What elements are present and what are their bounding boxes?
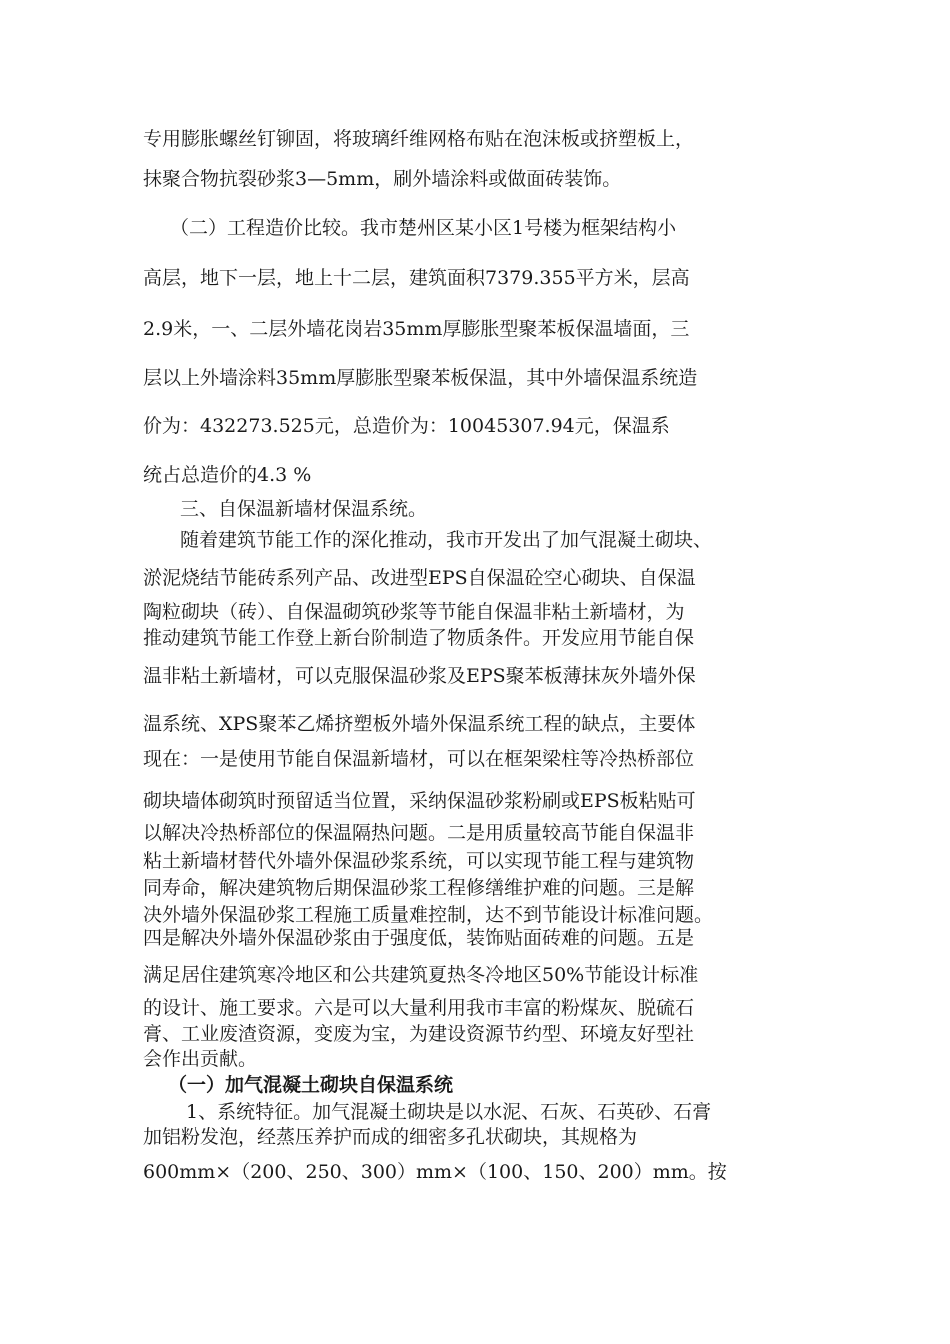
text-line: 四是解决外墙外保温砂浆由于强度低，装饰贴面砖难的问题。五是 <box>143 927 695 949</box>
text-line: 抹聚合物抗裂砂浆3—5mm，刷外墙涂料或做面砖装饰。 <box>143 168 622 190</box>
text-line: 现在：一是使用节能自保温新墙材，可以在框架梁柱等冷热桥部位 <box>143 748 695 770</box>
text-line: 温非粘土新墙材，可以克服保温砂浆及EPS聚苯板薄抹灰外墙外保 <box>143 665 696 687</box>
text-line: （二）工程造价比较。我市楚州区某小区1号楼为框架结构小 <box>170 217 677 239</box>
text-line: 统占总造价的4.3 % <box>143 464 312 486</box>
text-line: 的设计、施工要求。六是可以大量利用我市丰富的粉煤灰、脱硫石 <box>143 997 695 1019</box>
text-line: 决外墙外保温砂浆工程施工质量难控制，达不到节能设计标准问题。 <box>143 904 714 926</box>
text-line: 随着建筑节能工作的深化推动，我市开发出了加气混凝土砌块、 <box>180 529 713 551</box>
text-line: 推动建筑节能工作登上新台阶制造了物质条件。开发应用节能自保 <box>143 627 695 649</box>
section-heading: 三、自保温新墙材保温系统。 <box>180 498 428 520</box>
text-line: 层以上外墙涂料35mm厚膨胀型聚苯板保温，其中外墙保温系统造 <box>143 367 698 389</box>
text-line: 满足居住建筑寒冷地区和公共建筑夏热冬冷地区50%节能设计标准 <box>143 964 699 986</box>
subsection-heading: （一）加气混凝土砌块自保温系统 <box>168 1074 454 1096</box>
text-line: 2.9米，一、二层外墙花岗岩35mm厚膨胀型聚苯板保温墙面，三 <box>143 318 690 340</box>
text-line: 加铝粉发泡，经蒸压养护而成的细密多孔状砌块，其规格为 <box>143 1126 638 1148</box>
text-line: 600mm×（200、250、300）mm×（100、150、200）mm。按 <box>143 1161 727 1183</box>
text-line: 淤泥烧结节能砖系列产品、改进型EPS自保温砼空心砌块、自保温 <box>143 567 696 589</box>
text-line: 会作出贡献。 <box>143 1048 258 1070</box>
text-line: 价为：432273.525元，总造价为：10045307.94元，保温系 <box>143 415 670 437</box>
text-line: 1、系统特征。加气混凝土砌块是以水泥、石灰、石英砂、石膏 <box>186 1101 712 1123</box>
text-line: 粘土新墙材替代外墙外保温砂浆系统，可以实现节能工程与建筑物 <box>143 850 695 872</box>
text-line: 高层，地下一层，地上十二层，建筑面积7379.355平方米，层高 <box>143 267 690 289</box>
text-line: 专用膨胀螺丝钉铆固，将玻璃纤维网格布贴在泡沫板或挤塑板上， <box>143 128 695 150</box>
text-line: 温系统、XPS聚苯乙烯挤塑板外墙外保温系统工程的缺点，主要体 <box>143 713 696 735</box>
text-line: 砌块墙体砌筑时预留适当位置，采纳保温砂浆粉刷或EPS板粘贴可 <box>143 790 696 812</box>
text-line: 膏、工业废渣资源，变废为宝，为建设资源节约型、环境友好型社 <box>143 1023 695 1045</box>
text-line: 陶粒砌块（砖）、自保温砌筑砂浆等节能自保温非粘土新墙材，为 <box>143 601 685 623</box>
text-line: 同寿命，解决建筑物后期保温砂浆工程修缮维护难的问题。三是解 <box>143 877 695 899</box>
text-line: 以解决冷热桥部位的保温隔热问题。二是用质量较高节能自保温非 <box>143 822 695 844</box>
